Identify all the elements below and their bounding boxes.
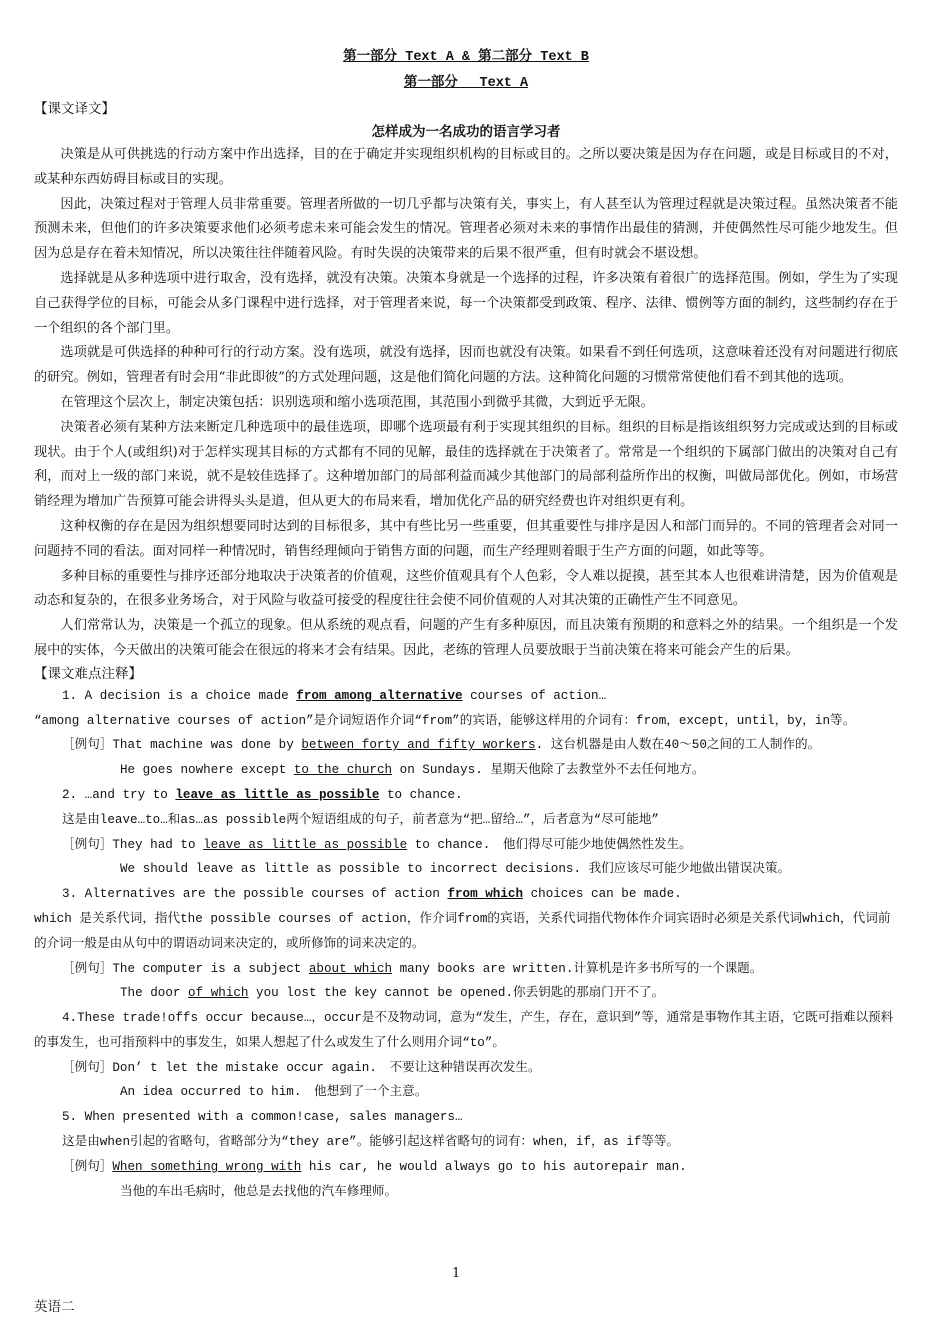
translation-paragraph: 决策者必须有某种方法来断定几种选项中的最佳选项，即哪个选项最有利于实现其组织的目标。组织的目标是指该组织努力完成或达到的目标或现状。由于个人(或组织)对于怎样实现其目标的方式都有不同的见解，最佳的选择就在于决策者了。常常是一个组织的下属部门做出的决策对自己有利，而对上一级的部门来说，就不是较佳选择了。这种增加部门的局部利益而减少其他部门的局部利益所作出的权衡，叫做局部优化。例如，市场营销经理为增加广告预算可能会讲得头头是道，但从更大的布局来看，增加优化产品的研究经费也许对组织更有利。: [34, 419, 898, 510]
translation-paragraph: 人们常常认为，决策是一个孤立的现象。但从系统的观点看，问题的产生有多种原因，而且决策有预期的和意料之外的结果。一个组织是一个发展中的实体，今天做出的决策可能会在很远的将来才会有结果。因此，老练的管理人员要放眼于当前决策在将来可能会产生的后果。: [34, 618, 898, 658]
translation-paragraph: 多种目标的重要性与排序还部分地取决于决策者的价值观，这些价值观具有个人色彩，令人难以捉摸，甚至其本人也很难讲清楚，因为价值观是动态和复杂的，在很多业务场合，对于风险与收益可接受的程度往往会使不同价值观的人对其决策的正确性产生不同意见。: [34, 568, 898, 609]
translation-paragraph: 选项就是可供选择的种种可行的行动方案。没有选项，就没有选择，因而也就没有决策。如果看不到任何选项，这意味着还没有对问题进行彻底的研究。例如，管理者有时会用“非此即彼”的方式处理问题，这是他们简化问题的方法。这种简化问题的习惯常常使他们看不到其他的选项。: [34, 345, 898, 386]
translation-paragraph: 选择就是从多种选项中进行取舍，没有选择，就没有决策。决策本身就是一个选择的过程，许多决策有着很广的选择范围。例如，学生为了实现自己获得学位的目标，可能会从多门课程中进行选择，对于管理者来说，每一个决策都受到政策、程序、法律、惯例等方面的制约，这些制约存在于一个组织的各个部门里。: [34, 270, 898, 336]
note-5-sentence: 5. When presented with a common!case, sales managers…: [62, 1110, 463, 1125]
document-page: [34, 48, 898, 1204]
notes-section-label: 【课文难点注释】: [34, 665, 142, 682]
note-5-example-1: ［例句］When something wrong with his car, he would always go to his autorepair man.: [62, 1159, 687, 1174]
note-2-example-1: ［例句］They had to leave as little as possible to chance. 他们得尽可能少地使偶然性发生。: [62, 837, 692, 852]
translation-paragraph: 这种权衡的存在是因为组织想要同时达到的目标很多，其中有些比另一些重要，但其重要性与排序是因人和部门而异的。不同的管理者会对同一问题持不同的看法。面对同样一种情况时，销售经理倾向于销售方面的问题，而生产经理则着眼于生产方面的问题，如此等等。: [34, 518, 898, 559]
note-2-sentence: 2. …and try to leave as little as possible to chance.: [62, 787, 463, 802]
note-3-sentence: 3. Alternatives are the possible courses of action from which choices can be made.: [62, 887, 682, 902]
note-4-example-1: ［例句］Don’ t let the mistake occur again. 不要让这种错误再次发生。: [62, 1060, 541, 1075]
translation-paragraph: 在管理这个层次上，制定决策包括：识别选项和缩小选项范围，其范围小到微乎其微，大到近乎无限。: [60, 394, 654, 410]
note-1-sentence: 1. A decision is a choice made from among alternative courses of action…: [62, 688, 607, 703]
note-4-example-2: An idea occurred to him. 他想到了一个主意。: [120, 1085, 428, 1100]
note-3-example-2: The door of which you lost the key cannot be opened.你丢钥匙的那扇门开不了。: [120, 986, 665, 1001]
note-1-example-2: He goes nowhere except to the church on Sundays. 星期天他除了去教堂外不去任何地方。: [120, 763, 705, 778]
note-3-example-1: ［例句］The computer is a subject about which many books are written.计算机是许多书所写的一个课题。: [62, 961, 763, 976]
note-1-explanation: “among alternative courses of action”是介词短语作介词“from”的宾语，能够这样用的介词有：from，except，until，by，in等。: [34, 713, 856, 728]
footer-label: 英语二: [34, 1299, 75, 1315]
translation-paragraph: 决策是从可供挑选的行动方案中作出选择，目的在于确定并实现组织机构的目标或目的。之所以要决策是因为存在问题，或是目标或目的不对，或某种东西妨碍目标或目的实现。: [34, 147, 898, 187]
note-2-explanation: 这是由leave…to…和as…as possible两个短语组成的句子，前者意为“把…留给…”，后者意为“尽可能地”: [62, 812, 659, 827]
note-1-example-1: ［例句］That machine was done by between forty and fifty workers. 这台机器是由人数在40～50之间的工人制作的。: [62, 738, 821, 753]
document-title: 第一部分 Text A & 第二部分 Text B: [343, 50, 589, 65]
note-5-explanation: 这是由when引起的省略句，省略部分为“they are”。能够引起这样省略句的词有：when，if，as if等等。: [62, 1135, 680, 1150]
note-5-example-2: 当他的车出毛病时，他总是去找他的汽车修理师。: [120, 1184, 398, 1199]
translation-heading: 怎样成为一名成功的语言学习者: [371, 124, 561, 140]
note-4-sentence: 4.These trade!offs occur because…，occur是不及物动词，意为“发生，产生，存在，意识到”等，通常是事物作其主语，它既可指难以预料的事发生，也可指预料中的事发生，如果人想起了什么或发生了什么则用介词“to”。: [34, 1011, 894, 1050]
page-number: 1: [452, 1266, 461, 1281]
note-3-explanation: which 是关系代词，指代the possible courses of action，作介词from的宾语，关系代词指代物体作介词宾语时必须是关系代词which，代词前的介词一般是由从句中的谓语动词来决定的，或所修饰的词来决定的。: [34, 911, 891, 951]
translation-paragraph: 因此，决策过程对于管理人员非常重要。管理者所做的一切几乎都与决策有关，事实上，有人甚至认为管理过程就是决策过程。虽然决策者不能预测未来，但他们的许多决策要求他们必须考虑未来可能会发生的情况。管理者必须对未来的事情作出最佳的猜测，并使偶然性尽可能少地发生。但因为总是存在着未知情况，所以决策往往伴随着风险。有时失误的决策带来的后果不很严重，但有时就会不堪设想。: [34, 196, 898, 262]
document-subtitle: 第一部分 Text A: [403, 76, 529, 91]
translation-section-label: 【课文译文】: [34, 101, 115, 117]
note-2-example-2: We should leave as little as possible to incorrect decisions. 我们应该尽可能少地做出错误决策。: [120, 862, 791, 877]
